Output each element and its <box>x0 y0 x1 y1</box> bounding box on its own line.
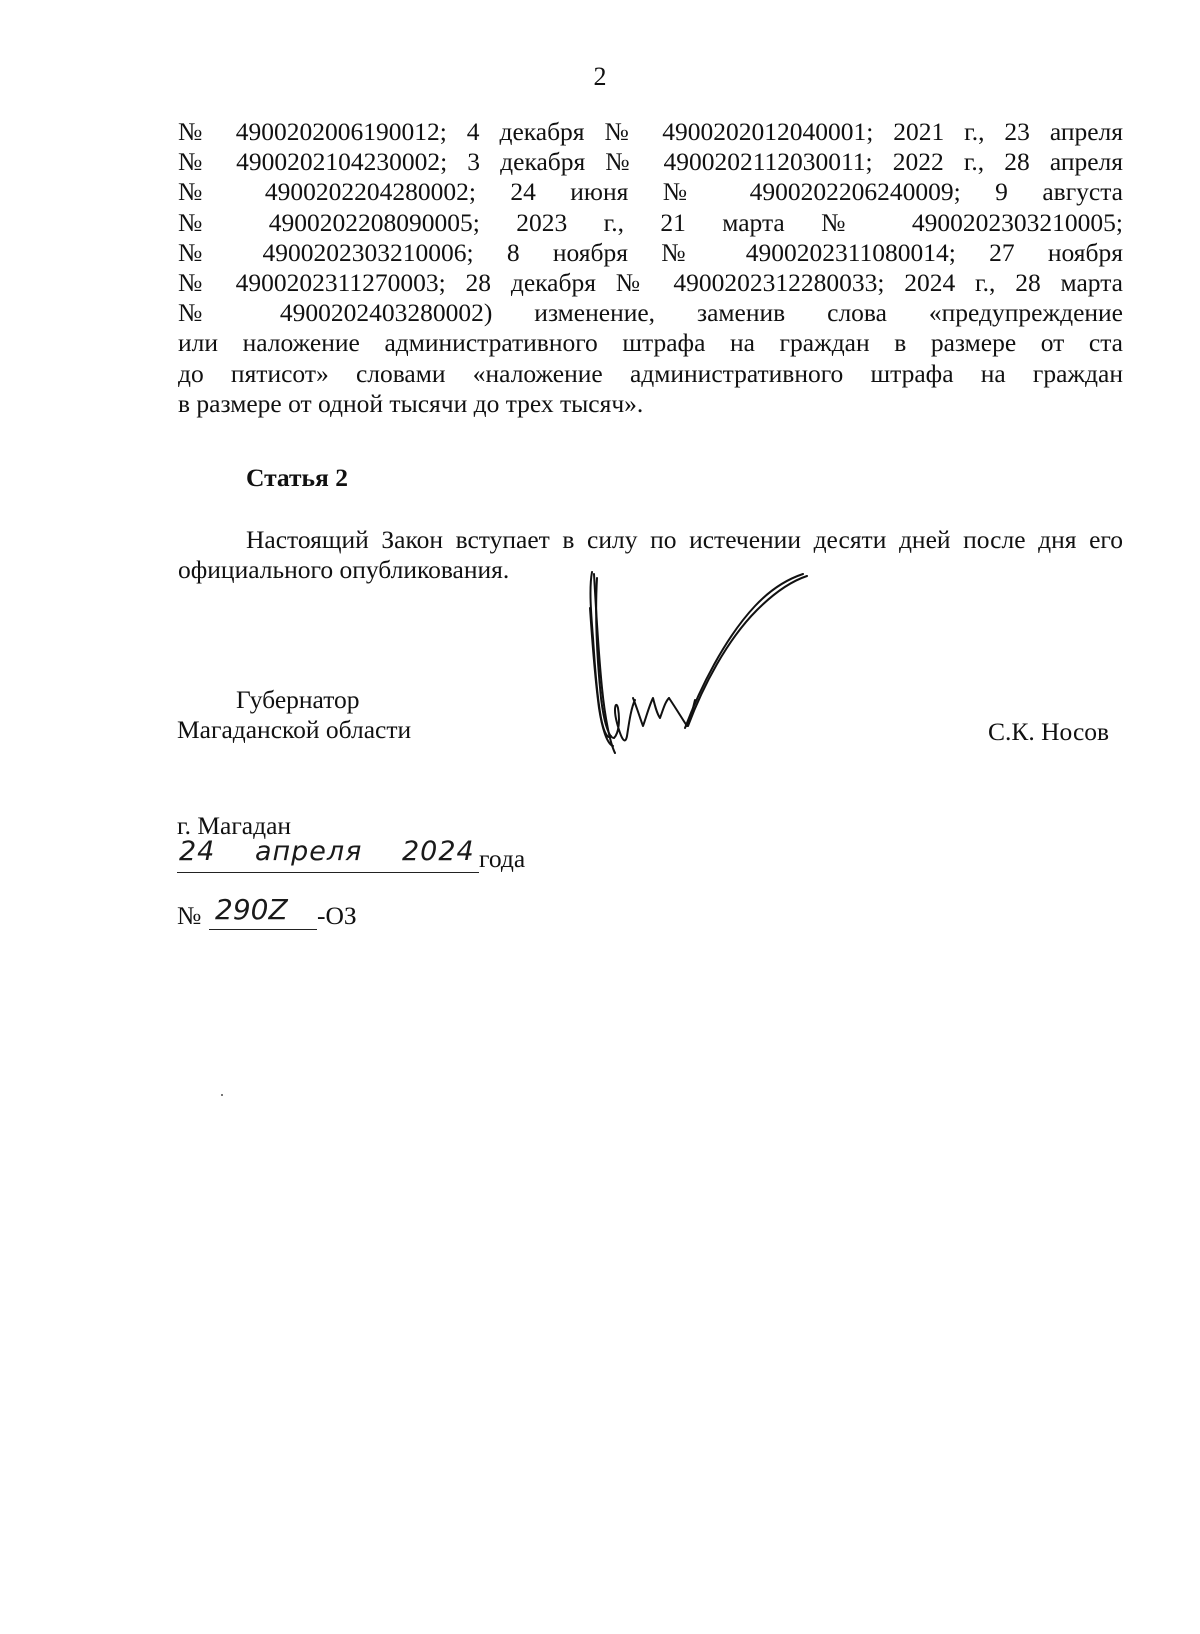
paragraph-line: в размере от одной тысячи до трех тысяч». <box>178 388 644 418</box>
date-suffix: года <box>479 844 526 873</box>
date-underline <box>177 872 479 873</box>
paragraph-line: № 4900202311270003; 28 декабря № 4900202312280033; 2024 г., 28 марта <box>178 267 1123 297</box>
handwritten-date: 24 апреля 2024 <box>179 836 475 867</box>
paragraph-line: до пятисот» словами «наложение административного штрафа на граждан <box>178 358 1123 388</box>
page-number: 2 <box>593 62 607 91</box>
number-sign: № <box>177 901 202 930</box>
signatory-region: Магаданской области <box>177 715 412 744</box>
handwritten-number: 290Z <box>215 893 288 926</box>
paragraph-line: № 4900202204280002; 24 июня № 4900202206240009; 9 августа <box>178 177 1123 207</box>
paragraph-line: № 4900202403280002) изменение, заменив слова «предупреждение <box>178 298 1123 328</box>
paragraph-line: или наложение административного штрафа на граждан в размере от ста <box>178 328 1123 358</box>
paragraph-line: № 4900202104230002; 3 декабря № 4900202112030011; 2022 г., 28 апреля <box>178 147 1123 177</box>
paragraph-line: № 4900202303210006; 8 ноября № 4900202311080014; 27 ноября <box>178 237 1123 267</box>
law-number <box>177 893 477 933</box>
signatory-title: Губернатор <box>236 685 360 714</box>
paragraph-line: Настоящий Закон вступает в силу по истечении десяти дней после дня его <box>246 525 1123 554</box>
signing-city: г. Магадан <box>177 811 292 840</box>
number-suffix: -ОЗ <box>317 901 357 930</box>
handwritten-signature <box>585 568 835 783</box>
article-heading: Статья 2 <box>246 463 348 492</box>
scan-speck <box>221 1094 223 1096</box>
amendment-paragraph <box>178 117 1123 419</box>
number-underline <box>209 929 317 930</box>
paragraph-line: № 4900202006190012; 4 декабря № 4900202012040001; 2021 г., 23 апреля <box>178 117 1123 146</box>
paragraph-line: № 4900202208090005; 2023 г., 21 марта № 4900202303210005; <box>178 207 1123 237</box>
signatory-name: С.К. Носов <box>988 717 1110 746</box>
signing-date <box>177 836 577 876</box>
paragraph-line: официального опубликования. <box>178 555 510 585</box>
